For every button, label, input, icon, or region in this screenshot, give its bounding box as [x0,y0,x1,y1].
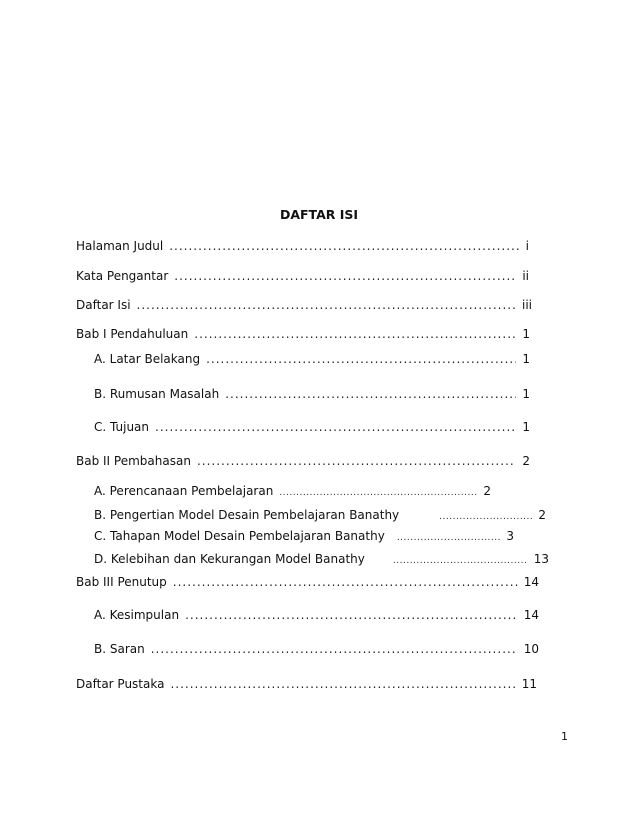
toc-entry [94,506,546,524]
page-number: 1 [561,730,568,743]
toc-entry-page: 1 [522,420,530,434]
toc-leader-dots [169,237,519,255]
toc-leader-dots [393,552,528,570]
toc-entry-label: B. Rumusan Masalah [94,387,220,401]
toc-entry-page: 11 [521,677,537,691]
toc-leader-dots [155,418,516,436]
toc-entry [76,267,529,285]
toc-entry-page: 10 [523,642,539,656]
toc-leader-dots [194,325,516,343]
toc-entry-page: 14 [523,608,539,622]
toc-entry [94,385,530,403]
toc-entry-page: 1 [522,352,530,366]
toc-entry [94,350,530,368]
toc-entry [76,325,530,343]
toc-entry-label: A. Latar Belakang [94,352,201,366]
toc-leader-dots [173,573,518,591]
toc-entry-label: Kata Pengantar [76,269,169,283]
toc-entry [94,482,491,500]
toc-entry-label: A. Kesimpulan [94,608,180,622]
toc-entry-page: 2 [483,484,491,498]
toc-leader-dots [137,296,516,314]
toc-entry-label: Halaman Judul [76,239,164,253]
toc-entry-label: B. Saran [94,642,145,656]
toc-entry [94,550,549,568]
toc-leader-dots [279,484,477,502]
toc-leader-dots [174,267,516,285]
toc-entry-label: C. Tahapan Model Desain Pembelajaran Banathy [94,529,385,543]
toc-entry-label: Bab III Penutup [76,575,167,589]
toc-entry-page: 1 [522,327,530,341]
toc-entry-label: C. Tujuan [94,420,150,434]
toc-entry-page: 2 [522,454,530,468]
toc-entry-page: ii [522,269,529,283]
toc-entry-page: 13 [533,552,549,566]
toc-entry-label: D. Kelebihan dan Kekurangan Model Banathy [94,552,365,566]
toc-entry [76,296,532,314]
toc-entry [76,237,529,255]
toc-leader-dots [170,675,515,693]
toc-entry-label: Bab II Pembahasan [76,454,191,468]
toc-entry [76,675,537,693]
toc-entry-label: Daftar Pustaka [76,677,165,691]
toc-leader-dots [397,529,501,547]
toc-entry-page: 14 [523,575,539,589]
toc-entry [76,573,539,591]
toc-entry-page: 1 [522,387,530,401]
toc-leader-dots [185,606,518,624]
toc-leader-dots [439,508,532,526]
toc-entry-label: A. Perencanaan Pembelajaran [94,484,274,498]
page-title: DAFTAR ISI [279,207,359,222]
toc-entry-label: Daftar Isi [76,298,131,312]
toc-entry [94,527,514,545]
toc-entry [94,640,539,658]
toc-entry [94,606,539,624]
toc-entry-page: 3 [506,529,514,543]
toc-entry-label: B. Pengertian Model Desain Pembelajaran Banathy [94,508,400,522]
toc-entry [76,452,530,470]
toc-leader-dots [197,452,516,470]
toc-leader-dots [206,350,516,368]
toc-entry [94,418,530,436]
toc-entry-page: 2 [538,508,546,522]
toc-entry-page: iii [521,298,532,312]
toc-leader-dots [151,640,518,658]
toc-entry-page: i [525,239,529,253]
toc-leader-dots [225,385,516,403]
toc-entry-label: Bab I Pendahuluan [76,327,189,341]
